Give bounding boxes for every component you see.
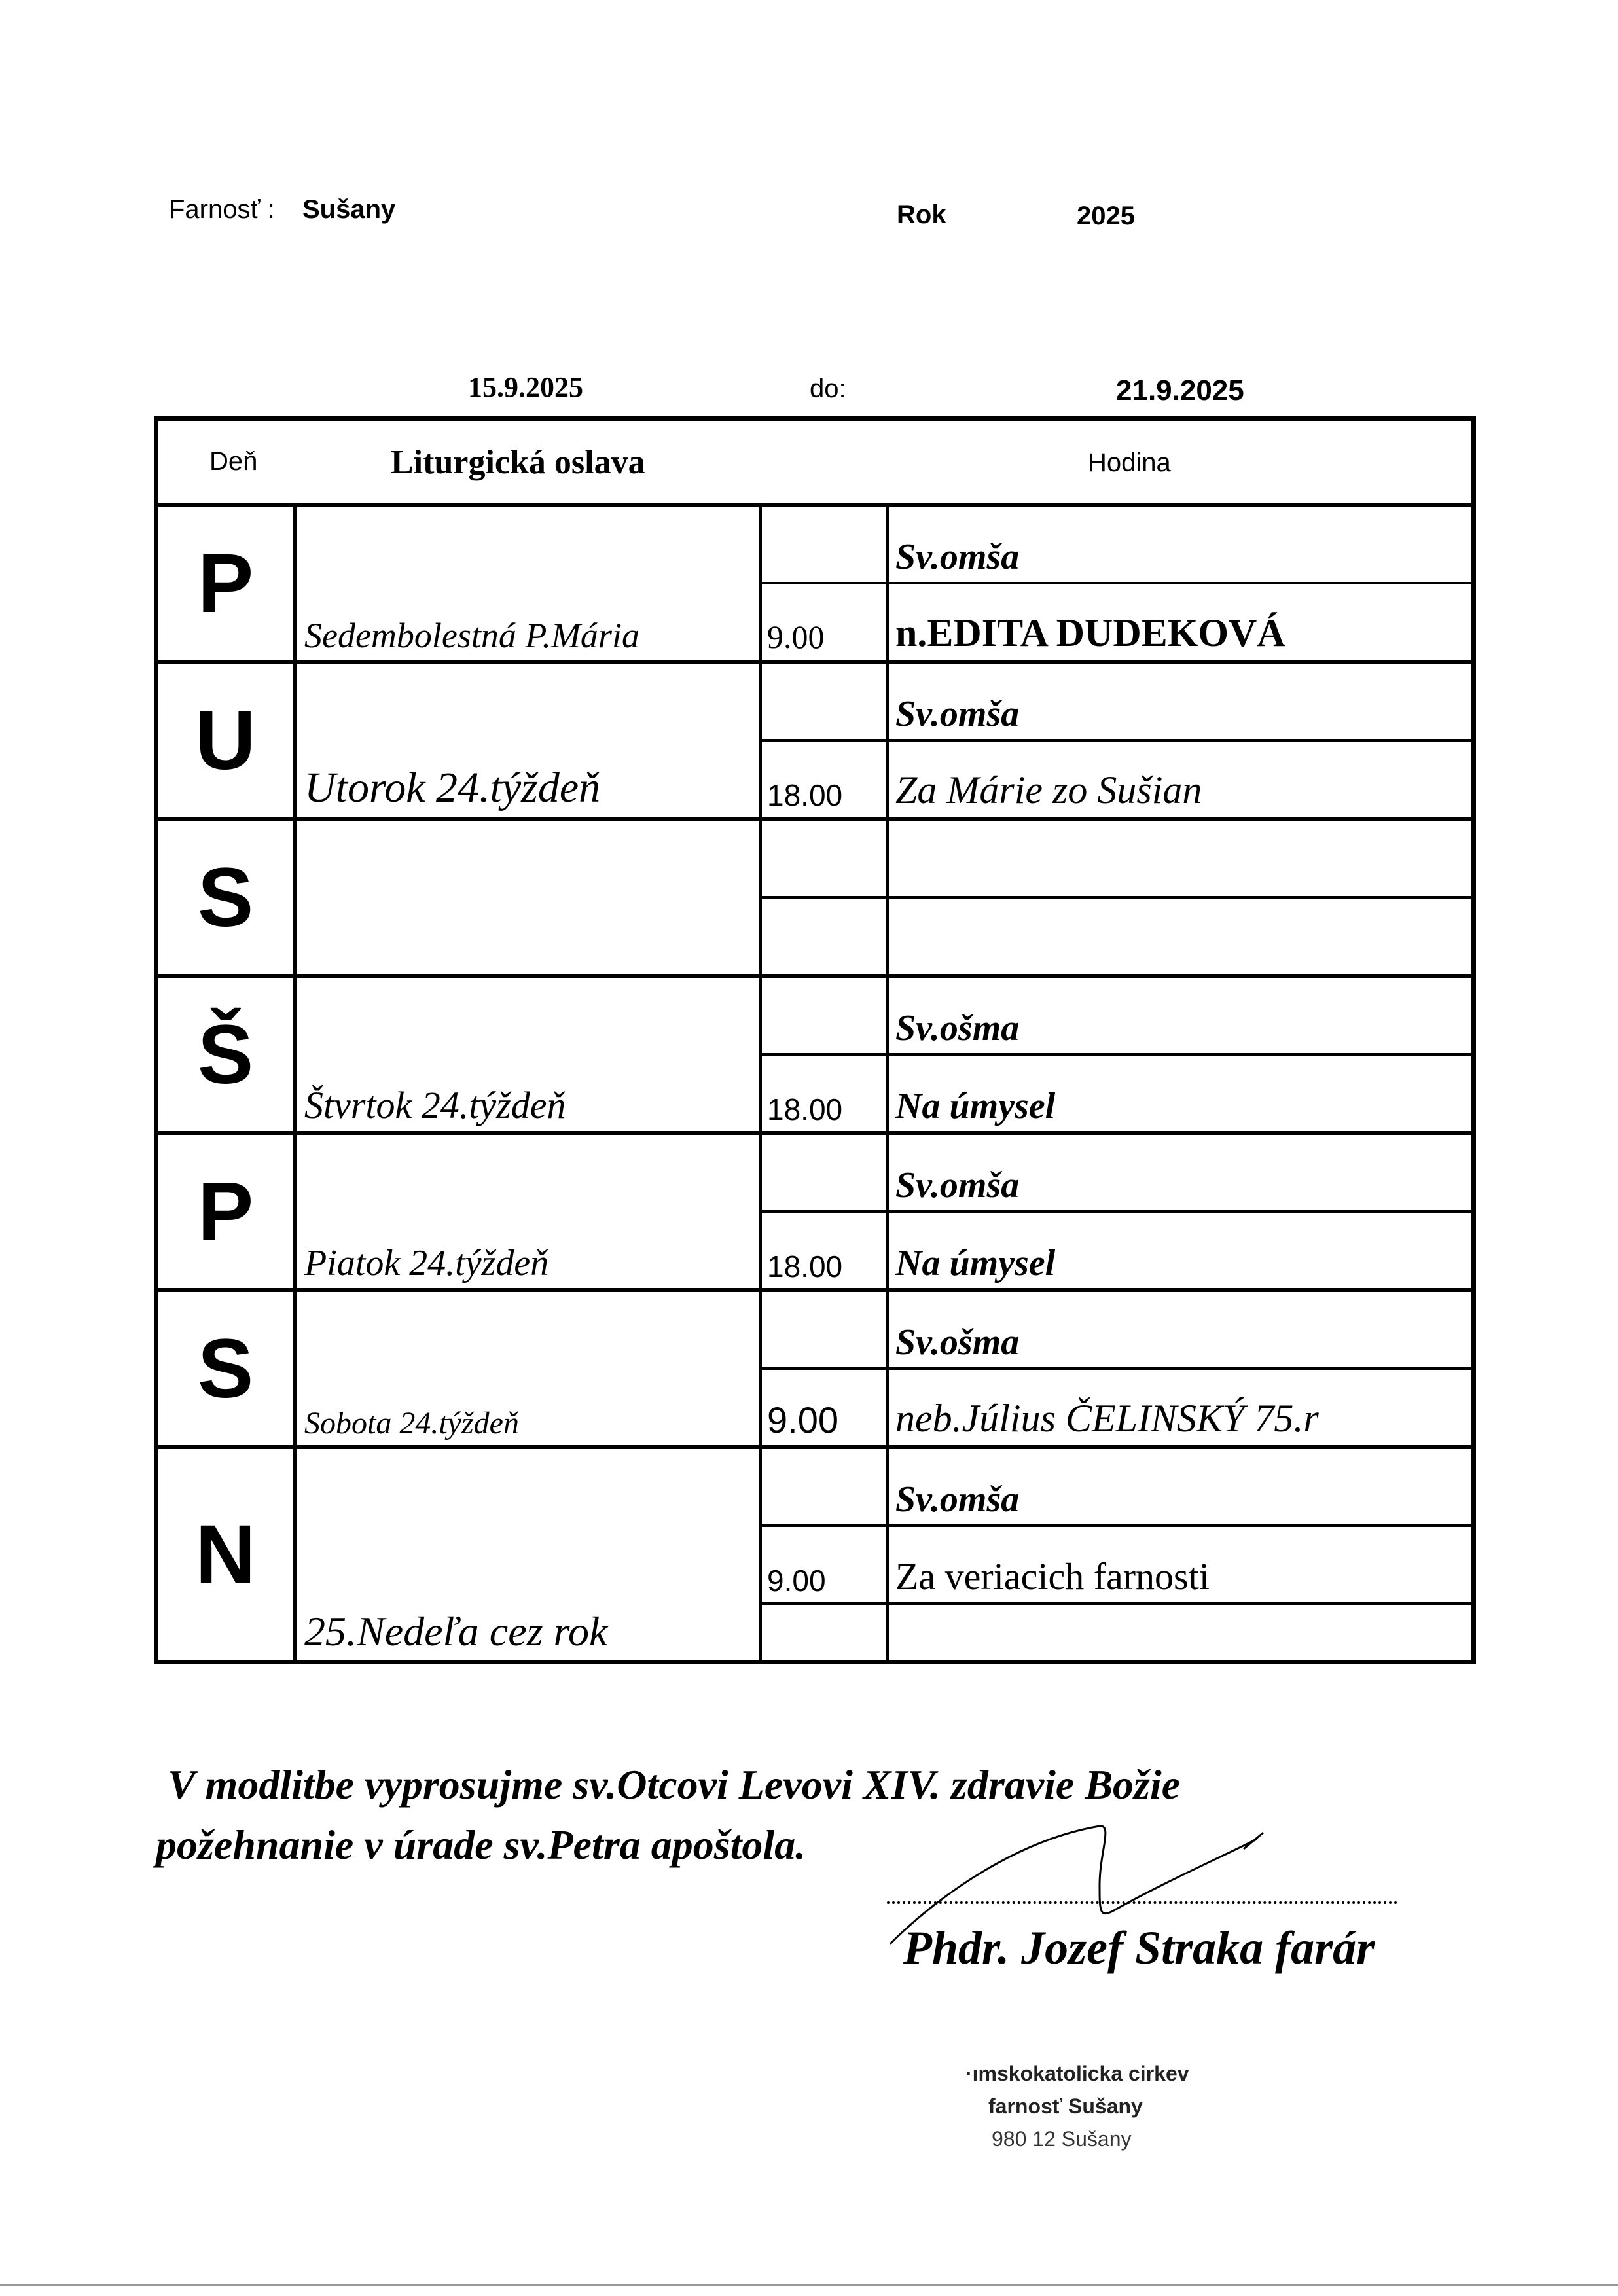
- parish-value: Sušany: [302, 195, 396, 224]
- date-from: 15.9.2025: [468, 371, 583, 403]
- hour-cell: 9.00: [762, 1370, 889, 1445]
- hour-cell: [762, 1605, 889, 1660]
- hour-cell: 18.00: [762, 1056, 889, 1131]
- table-row: [158, 821, 1471, 974]
- year-value: 2025: [1077, 202, 1135, 230]
- celebration-text: Piatok 24.týždeň: [304, 1243, 549, 1283]
- day-letter: P: [158, 1135, 297, 1288]
- table-row: [158, 1135, 1471, 1288]
- intention-cell: Sv.omša: [895, 694, 1020, 734]
- day-letter: S: [158, 821, 297, 974]
- table-row: [158, 978, 1471, 1131]
- celebration-cell: [297, 978, 762, 1131]
- table-row: [158, 1292, 1471, 1445]
- signature-name: Phdr. Jozef Straka farár: [903, 1922, 1375, 1974]
- intention-cell: n.EDITA DUDEKOVÁ: [895, 611, 1285, 655]
- year-label: Rok: [897, 200, 946, 229]
- intention-cell: Sv.omša: [895, 537, 1020, 577]
- hour-cell: 18.00: [762, 1213, 889, 1288]
- prayer-line-2: požehnanie v úrade sv.Petra apoštola.: [156, 1821, 806, 1868]
- hour-cell: [762, 1135, 889, 1210]
- hour-cell: [762, 507, 889, 582]
- hour-cell: [762, 664, 889, 739]
- celebration-text: Sedembolestná P.Mária: [304, 616, 639, 655]
- celebration-cell: [297, 1135, 762, 1288]
- hour-cell: 9.00: [762, 584, 889, 660]
- table-row: [158, 507, 1471, 660]
- day-letter: Š: [158, 978, 297, 1131]
- schedule-table: [154, 416, 1476, 1664]
- celebration-text: Utorok 24.týždeň: [304, 764, 601, 812]
- table-header: [158, 421, 1471, 507]
- day-letter: U: [158, 664, 297, 817]
- hour-cell: [762, 821, 889, 896]
- parish-label: Farnosť :: [169, 195, 275, 224]
- celebration-cell: [297, 664, 762, 817]
- col-hour: Hodina: [1088, 448, 1171, 477]
- table-row: [158, 1449, 1471, 1660]
- intention-cell: Za Márie zo Sušian: [895, 768, 1202, 812]
- hour-cell: [762, 1449, 889, 1524]
- celebration-cell: [297, 507, 762, 660]
- date-to-label: do:: [810, 374, 846, 403]
- intention-cell: [889, 899, 1471, 974]
- day-letter: P: [158, 507, 297, 660]
- intention-cell: Na úmysel: [895, 1243, 1056, 1283]
- intention-cell: Na úmysel: [895, 1086, 1056, 1126]
- hour-cell: [762, 1292, 889, 1367]
- signature-line: [887, 1901, 1397, 1904]
- intention-cell: [889, 821, 1471, 896]
- stamp-line-2: farnosť Sušany: [988, 2094, 1143, 2118]
- date-to: 21.9.2025: [1116, 374, 1244, 406]
- hour-cell: [762, 899, 889, 974]
- day-letter: S: [158, 1292, 297, 1445]
- prayer-line-1: V modlitbe vyprosujme sv.Otcovi Levovi XIV. zdravie Božie: [168, 1761, 1181, 1808]
- stamp-line-1: ·ımskokatolicka cirkev: [965, 2062, 1189, 2085]
- intention-cell: Sv.omša: [895, 1165, 1020, 1206]
- intention-cell: Sv.ošma: [895, 1008, 1020, 1049]
- col-day: Deň: [209, 447, 258, 476]
- scan-edge: [0, 2284, 1618, 2286]
- intention-cell: Sv.omša: [895, 1479, 1020, 1520]
- table-row: [158, 664, 1471, 817]
- intention-cell: [889, 1605, 1471, 1660]
- celebration-text: Sobota 24.týždeň: [304, 1406, 519, 1441]
- celebration-text: Štvrtok 24.týždeň: [304, 1084, 566, 1126]
- intention-cell: Za veriacich farnosti: [895, 1555, 1210, 1598]
- hour-cell: 18.00: [762, 742, 889, 817]
- col-celebration: Liturgická oslava: [391, 444, 645, 481]
- intention-cell: neb.Július ČELINSKÝ 75.r: [895, 1397, 1319, 1440]
- hour-cell: [762, 978, 889, 1053]
- celebration-cell: [297, 821, 762, 974]
- day-letter: N: [158, 1449, 297, 1660]
- celebration-text: 25.Nedeľa cez rok: [304, 1608, 608, 1655]
- celebration-cell: [297, 1292, 762, 1445]
- stamp-line-3: 980 12 Sušany: [992, 2127, 1132, 2151]
- intention-cell: Sv.ošma: [895, 1322, 1020, 1363]
- celebration-cell: [297, 1449, 762, 1660]
- hour-cell: 9.00: [762, 1527, 889, 1602]
